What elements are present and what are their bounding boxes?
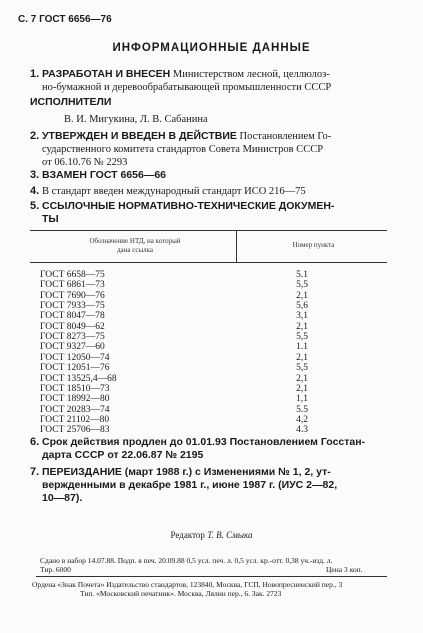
item-number: 3.	[30, 169, 40, 181]
item-5-cont: ТЫ	[42, 213, 59, 225]
doc-designation: ГОСТ 8273—75	[40, 332, 105, 343]
table-row	[0, 394, 423, 404]
item-7	[30, 466, 331, 479]
item-2-cont-2: от 06.10.76 № 2293	[42, 157, 128, 168]
item-2-cont-1: сударственного комитета стандартов Совета Министров СССР	[42, 144, 324, 155]
item-text: Министерством лесной, целлюлоз-	[170, 69, 330, 80]
imprint-line-1: Сдано в набор 14.07.88. Подп. в печ. 20.09.88 0,5 усл. печ. л. 0,5 усл. кр.-отт. 0,38 уч.-изд. л.	[40, 556, 333, 565]
item-number-cell: 2,1	[296, 383, 308, 394]
item-1-cont: но-бумажной и деревообрабатывающей промышленности СССР	[42, 82, 332, 93]
item-1	[30, 68, 330, 81]
table-row	[0, 291, 423, 301]
item-number-cell: 1,1	[296, 394, 308, 405]
table-row	[0, 415, 423, 425]
col1-header-line2: дана ссылка	[116, 246, 154, 254]
item-text: В стандарт введен международный стандарт ИСО 216—75	[42, 186, 306, 197]
item-number: 6.	[30, 436, 40, 448]
item-number-cell: 2,1	[296, 352, 308, 363]
item-7-cont-2: 10—87).	[42, 492, 83, 504]
table-header-col1	[40, 237, 230, 255]
table-header-col2: Номер пункта	[292, 241, 335, 249]
section-title: ИНФОРМАЦИОННЫЕ ДАННЫЕ	[112, 42, 311, 54]
doc-designation: ГОСТ 18510—73	[40, 383, 110, 394]
imprint-rule	[36, 576, 387, 577]
item-number-cell: 1.1	[296, 342, 308, 353]
item-number-cell: 5,5	[296, 280, 308, 291]
item-number: 5.	[30, 200, 40, 212]
table-row	[0, 332, 423, 342]
executors-names: В. И. Мигукина, Л. В. Сабанина	[64, 114, 208, 125]
imprint-line-4: Тип. «Московский печатник». Москва, Лялин пер., 6. Зак. 2723	[80, 589, 282, 598]
table-row	[0, 311, 423, 321]
table-top-rule	[30, 230, 387, 231]
item-6-cont: дарта СССР от 22.06.87 № 2195	[42, 449, 204, 461]
item-number-cell: 5.5	[296, 404, 308, 415]
executors-label: ИСПОЛНИТЕЛИ	[30, 96, 112, 108]
item-bold: ПЕРЕИЗДАНИЕ	[42, 466, 122, 478]
table-row	[0, 342, 423, 352]
item-4	[30, 185, 306, 198]
doc-designation: ГОСТ 13525,4—68	[40, 373, 117, 384]
doc-designation: ГОСТ 7690—76	[40, 290, 105, 301]
page-header: С. 7 ГОСТ 6656—76	[18, 14, 112, 25]
editor-label: Редактор	[170, 530, 205, 540]
item-number-cell: 3,1	[296, 311, 308, 322]
table-row	[0, 301, 423, 311]
item-number-cell: 2,1	[296, 373, 308, 384]
imprint-line-2-right: Цена 3 коп.	[326, 565, 363, 574]
item-bold: ССЫЛОЧНЫЕ НОРМАТИВНО-ТЕХНИЧЕСКИЕ ДОКУМЕН-	[42, 200, 335, 212]
item-number: 2.	[30, 130, 40, 142]
doc-designation: ГОСТ 20283—74	[40, 404, 110, 415]
table-header-rule	[30, 262, 387, 263]
doc-designation: ГОСТ 21102—80	[40, 414, 110, 425]
doc-designation: ГОСТ 12050—74	[40, 352, 110, 363]
table-row	[0, 405, 423, 415]
doc-designation: ГОСТ 9327—60	[40, 342, 105, 353]
doc-designation: ГОСТ 18992—80	[40, 394, 110, 405]
item-text: Постановлением Го-	[236, 131, 332, 142]
item-number: 1.	[30, 68, 40, 80]
doc-designation: ГОСТ 8047—78	[40, 311, 105, 322]
table-row	[0, 353, 423, 363]
doc-designation: ГОСТ 25706—83	[40, 425, 110, 436]
item-number-cell: 5.1	[296, 270, 308, 280]
col1-header-line1: Обозначение НТД, на который	[89, 237, 181, 245]
table-row	[0, 280, 423, 290]
doc-designation: ГОСТ 12051—76	[40, 363, 110, 374]
item-text: (март 1988 г.) с Изменениями № 1, 2, ут-	[121, 466, 331, 478]
imprint-line-2-left: Тир. 6000	[40, 565, 71, 574]
item-bold: УТВЕРЖДЕН И ВВЕДЕН В ДЕЙСТВИЕ	[42, 130, 237, 142]
table-row	[0, 374, 423, 384]
item-3	[30, 169, 166, 182]
table-row	[0, 270, 423, 280]
item-number-cell: 5,5	[296, 363, 308, 374]
item-number-cell: 5,6	[296, 301, 308, 312]
item-bold: РАЗРАБОТАН И ВНЕСЕН	[42, 68, 171, 80]
imprint-line-3: Ордена «Знак Почета» Издательство стандартов, 123840, Москва, ГСП, Новопресненский пер., 3	[32, 580, 343, 589]
item-number-cell: 5,5	[296, 332, 308, 343]
item-number-cell: 2,1	[296, 290, 308, 301]
table-row	[0, 425, 423, 435]
item-2	[30, 130, 331, 143]
doc-designation: ГОСТ 7933—75	[40, 301, 105, 312]
doc-designation: ГОСТ 6861—73	[40, 280, 105, 291]
item-number-cell: 4.3	[296, 425, 308, 436]
table-header-divider	[236, 230, 237, 262]
editor-name: Т. В. Смыка	[207, 530, 253, 540]
item-number: 7.	[30, 466, 40, 478]
table-row	[0, 322, 423, 332]
item-text: Срок действия продлен до 01.01.93 Постановлением Госстан-	[42, 436, 366, 448]
item-6	[30, 436, 365, 449]
item-number: 4.	[30, 185, 40, 197]
table-row	[0, 363, 423, 373]
doc-designation: ГОСТ 6658—75	[40, 270, 105, 280]
item-5	[30, 200, 334, 213]
item-bold: ВЗАМЕН ГОСТ 6656—66	[42, 169, 167, 181]
item-7-cont-1: вержденными в декабре 1981 г., июне 1987 г. (ИУС 2—82,	[42, 479, 338, 491]
item-number-cell: 4,2	[296, 414, 308, 425]
table-row	[0, 384, 423, 394]
doc-designation: ГОСТ 8049—62	[40, 321, 105, 332]
item-number-cell: 2,1	[296, 321, 308, 332]
editor-line	[0, 530, 423, 540]
